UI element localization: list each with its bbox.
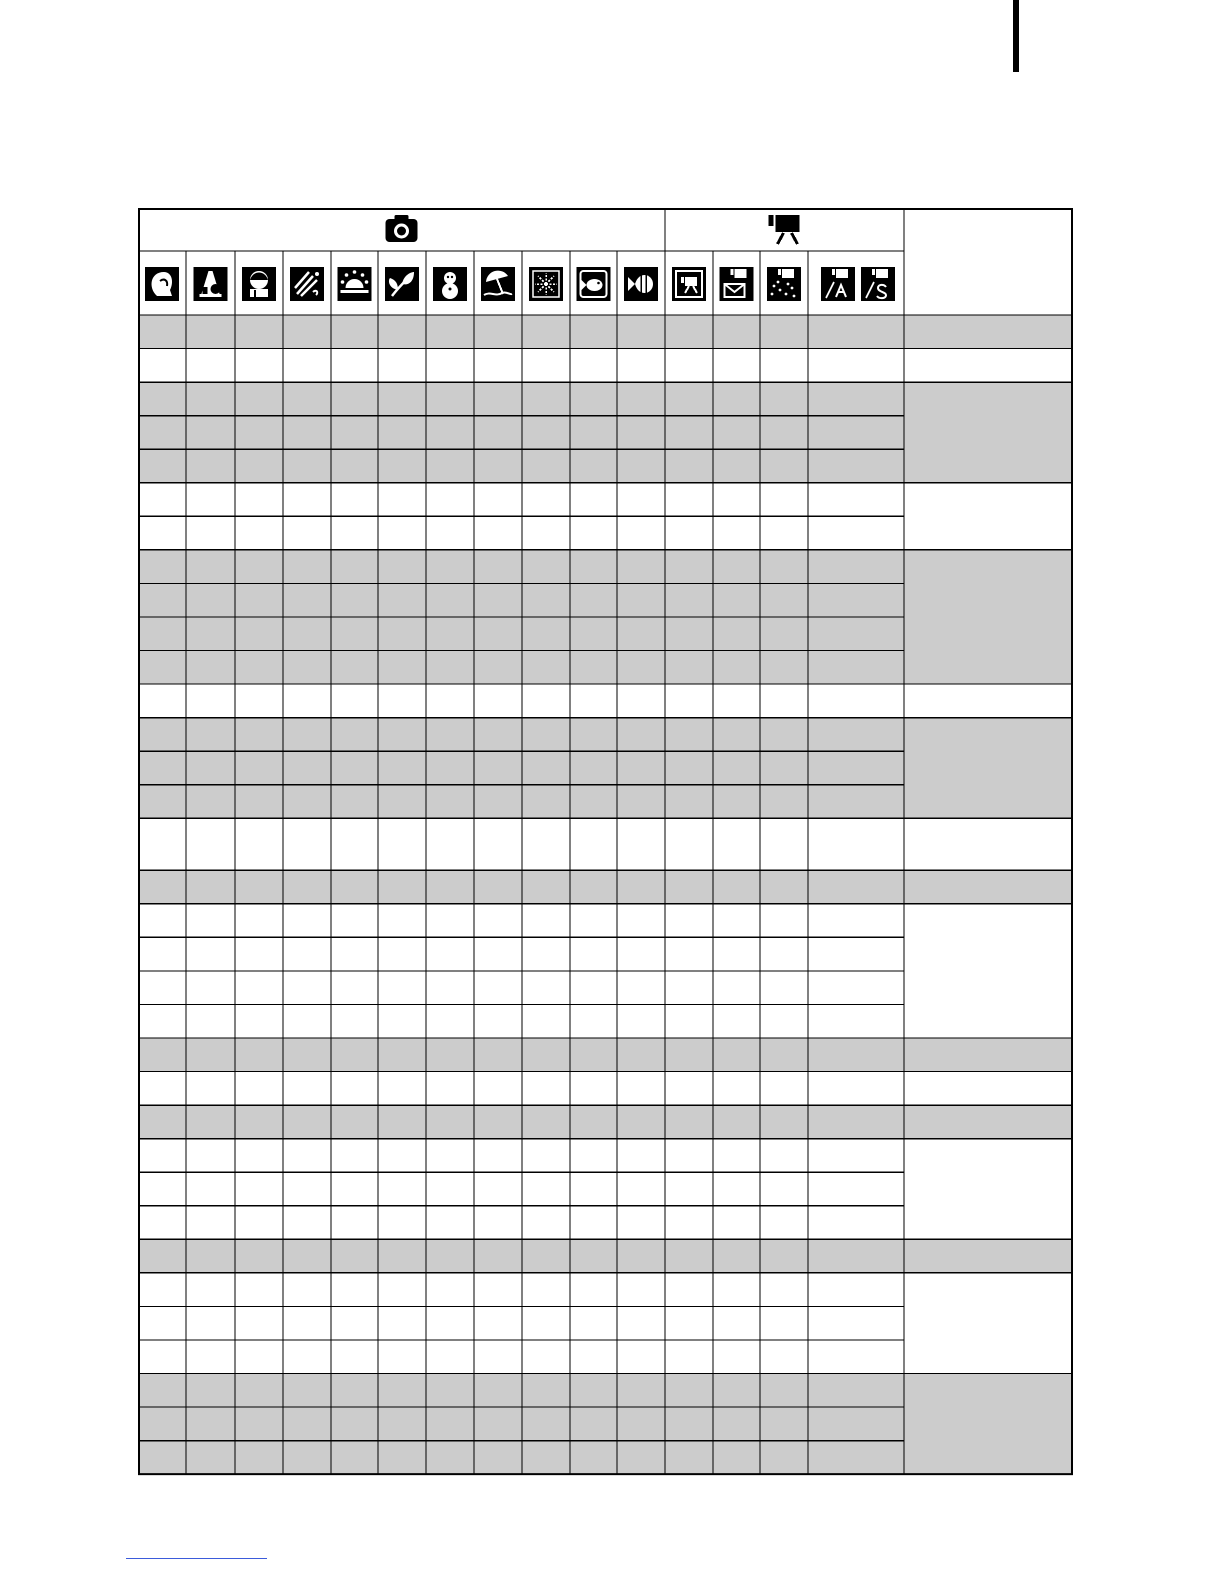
- night-snapshot-icon: [529, 267, 563, 301]
- shaded-row: [138, 550, 904, 584]
- shaded-row: [138, 785, 904, 819]
- shaded-note-cell: [904, 315, 1073, 349]
- movie-standard-icon: [672, 267, 706, 301]
- shaded-note-cell: [904, 1038, 1073, 1072]
- movie-fast-frame-icon: [767, 267, 801, 301]
- shaded-row: [138, 1407, 904, 1441]
- shaded-row: [138, 617, 904, 651]
- portrait-icon: [145, 267, 179, 301]
- fireworks-icon: [290, 267, 324, 301]
- shaded-note-cell: [904, 382, 1073, 483]
- camera-icon: [386, 215, 418, 242]
- movie-color-swap-icon: [861, 267, 895, 301]
- footer-rule: [126, 1558, 267, 1559]
- shaded-note-cell: [904, 1239, 1073, 1273]
- indoor-icon: [242, 267, 276, 301]
- shaded-row: [138, 1038, 904, 1072]
- page-thumb-tab: [1013, 0, 1019, 72]
- header-icons-layer: [145, 215, 895, 301]
- shaded-row: [138, 315, 904, 349]
- underwater-icon: [624, 267, 658, 301]
- shaded-row: [138, 870, 904, 904]
- shaded-note-cell: [904, 718, 1073, 819]
- shaded-note-cell: [904, 1105, 1073, 1139]
- beach-icon: [481, 267, 515, 301]
- aquarium-icon: [577, 267, 611, 301]
- shaded-row: [138, 382, 904, 416]
- kids-and-pets-icon: [194, 267, 228, 301]
- shaded-row: [138, 583, 904, 617]
- shaded-row: [138, 1239, 904, 1273]
- shaded-row: [138, 1105, 904, 1139]
- shaded-row: [138, 751, 904, 785]
- shaded-row: [138, 1374, 904, 1408]
- shaded-row: [138, 449, 904, 483]
- shaded-note-cell: [904, 870, 1073, 904]
- shaded-row: [138, 651, 904, 685]
- mode-availability-table: [138, 208, 1074, 1480]
- shaded-note-cell: [904, 1374, 1073, 1475]
- shaded-row: [138, 416, 904, 450]
- shaded-row: [138, 718, 904, 752]
- sunset-icon: [338, 267, 372, 301]
- shaded-rows-layer: [138, 315, 1073, 1474]
- movie-camera-icon: [769, 215, 800, 244]
- shaded-note-cell: [904, 550, 1073, 684]
- snow-icon: [433, 267, 467, 301]
- movie-color-accent-icon: [821, 267, 855, 301]
- foliage-icon: [385, 267, 419, 301]
- shaded-row: [138, 1441, 904, 1475]
- movie-email-icon: [720, 267, 754, 301]
